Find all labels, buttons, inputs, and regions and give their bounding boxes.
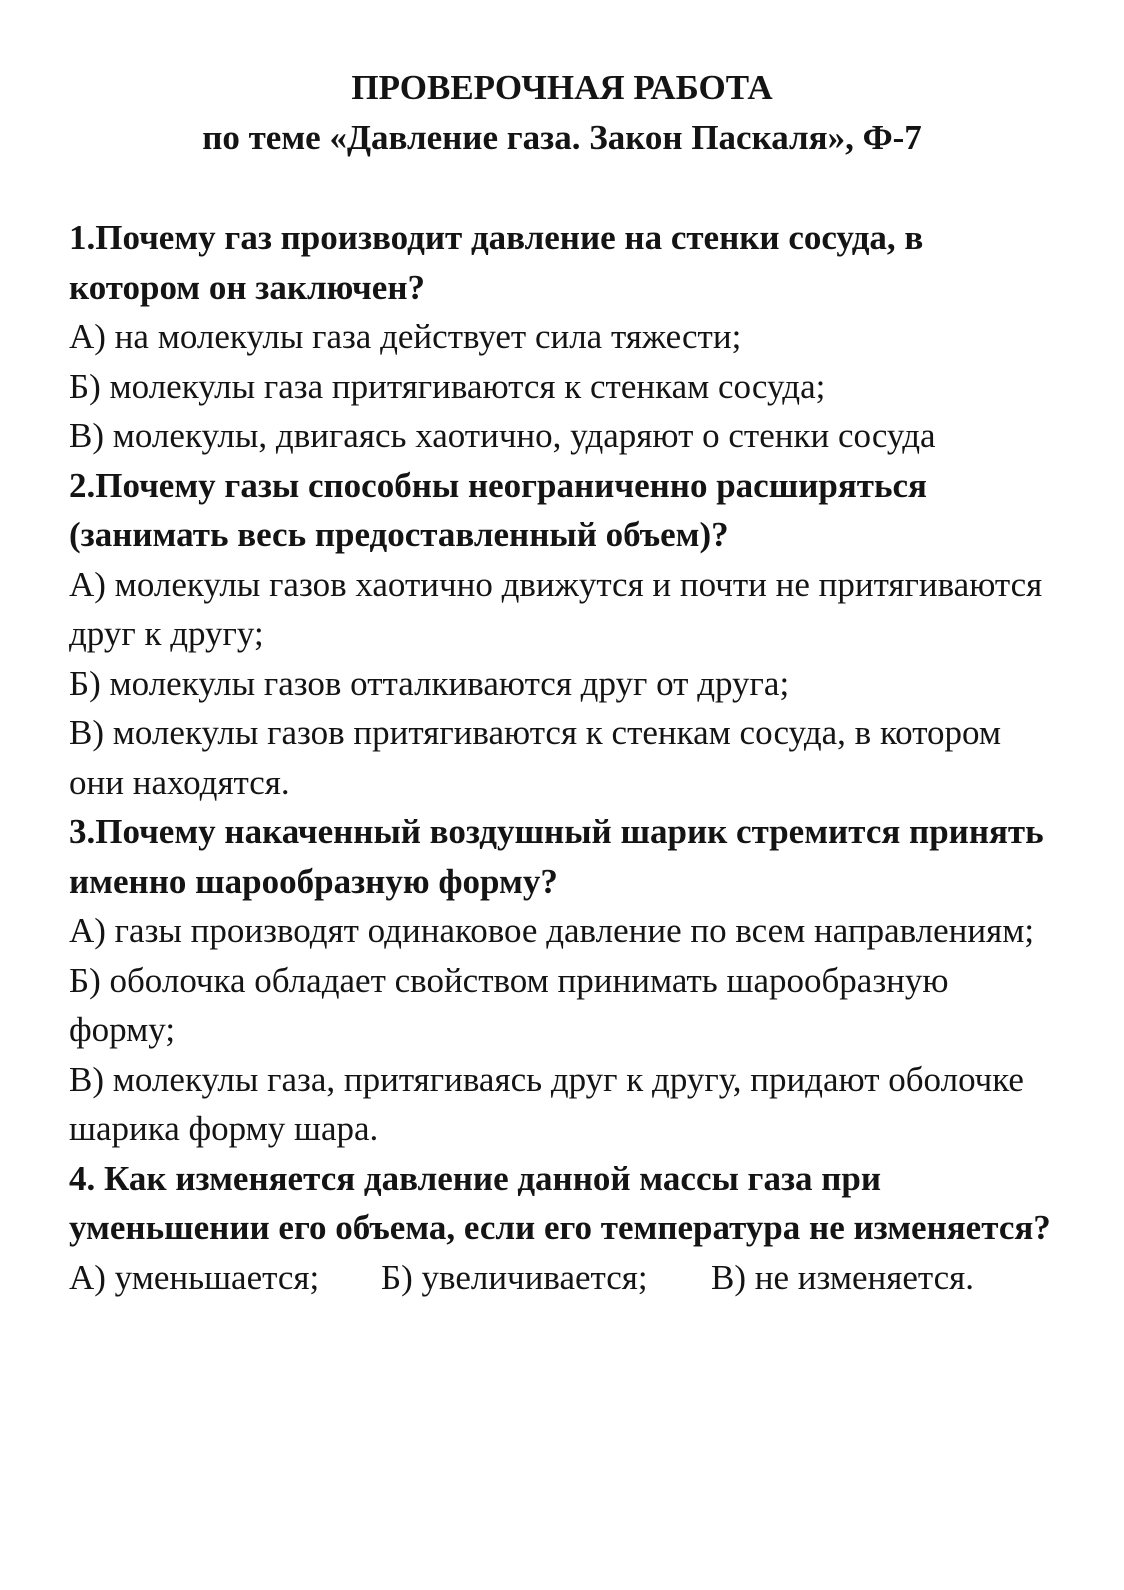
question-1-answer-a: А) на молекулы газа действует сила тяжести;	[69, 317, 742, 356]
question-4-answers	[69, 1253, 1059, 1303]
question-3-answer-b: Б) оболочка обладает свойством принимать шарообразную форму;	[69, 960, 949, 1049]
question-2-answer-b: Б) молекулы газов отталкиваются друг от друга;	[69, 663, 790, 703]
question-1-answer-b: Б) молекулы газа притягиваются к стенкам сосуда;	[69, 366, 826, 406]
question-4-answer-c: В) не изменяется.	[711, 1257, 974, 1297]
question-2-answer-a: А) молекулы газов хаотично движутся и почти не притягиваются друг к другу;	[69, 564, 1043, 653]
page-subtitle: по теме «Давление газа. Закон Паскаля», Ф-7	[202, 118, 922, 157]
question-4: 4. Как изменяется давление данной массы газа при уменьшении его объема, если его температура не изменяется?	[69, 1158, 1051, 1247]
question-1: 1.Почему газ производит давление на стенки сосуда, в котором он заключен?	[69, 218, 924, 307]
questions-list	[69, 213, 1059, 1302]
page-title: ПРОВЕРОЧНАЯ РАБОТА	[351, 68, 773, 107]
question-4-answer-b: Б) увеличивается;	[381, 1257, 648, 1297]
question-2: 2.Почему газы способны неограниченно расширяться (занимать весь предоставленный объем)?	[69, 465, 927, 554]
question-3: 3.Почему накаченный воздушный шарик стремится принять именно шарообразную форму?	[69, 812, 1044, 901]
question-1-answer-c: В) молекулы, двигаясь хаотично, ударяют о стенки сосуда	[69, 416, 936, 455]
question-2-answer-c: В) молекулы газов притягиваются к стенкам сосуда, в котором они находятся.	[69, 713, 1002, 802]
question-3-answer-c: В) молекулы газа, притягиваясь друг к другу, придают оболочке шарика форму шара.	[69, 1059, 1024, 1148]
question-3-answer-a: А) газы производят одинаковое давление по всем направлениям;	[69, 911, 1035, 950]
question-4-answer-a: А) уменьшается;	[69, 1257, 320, 1297]
